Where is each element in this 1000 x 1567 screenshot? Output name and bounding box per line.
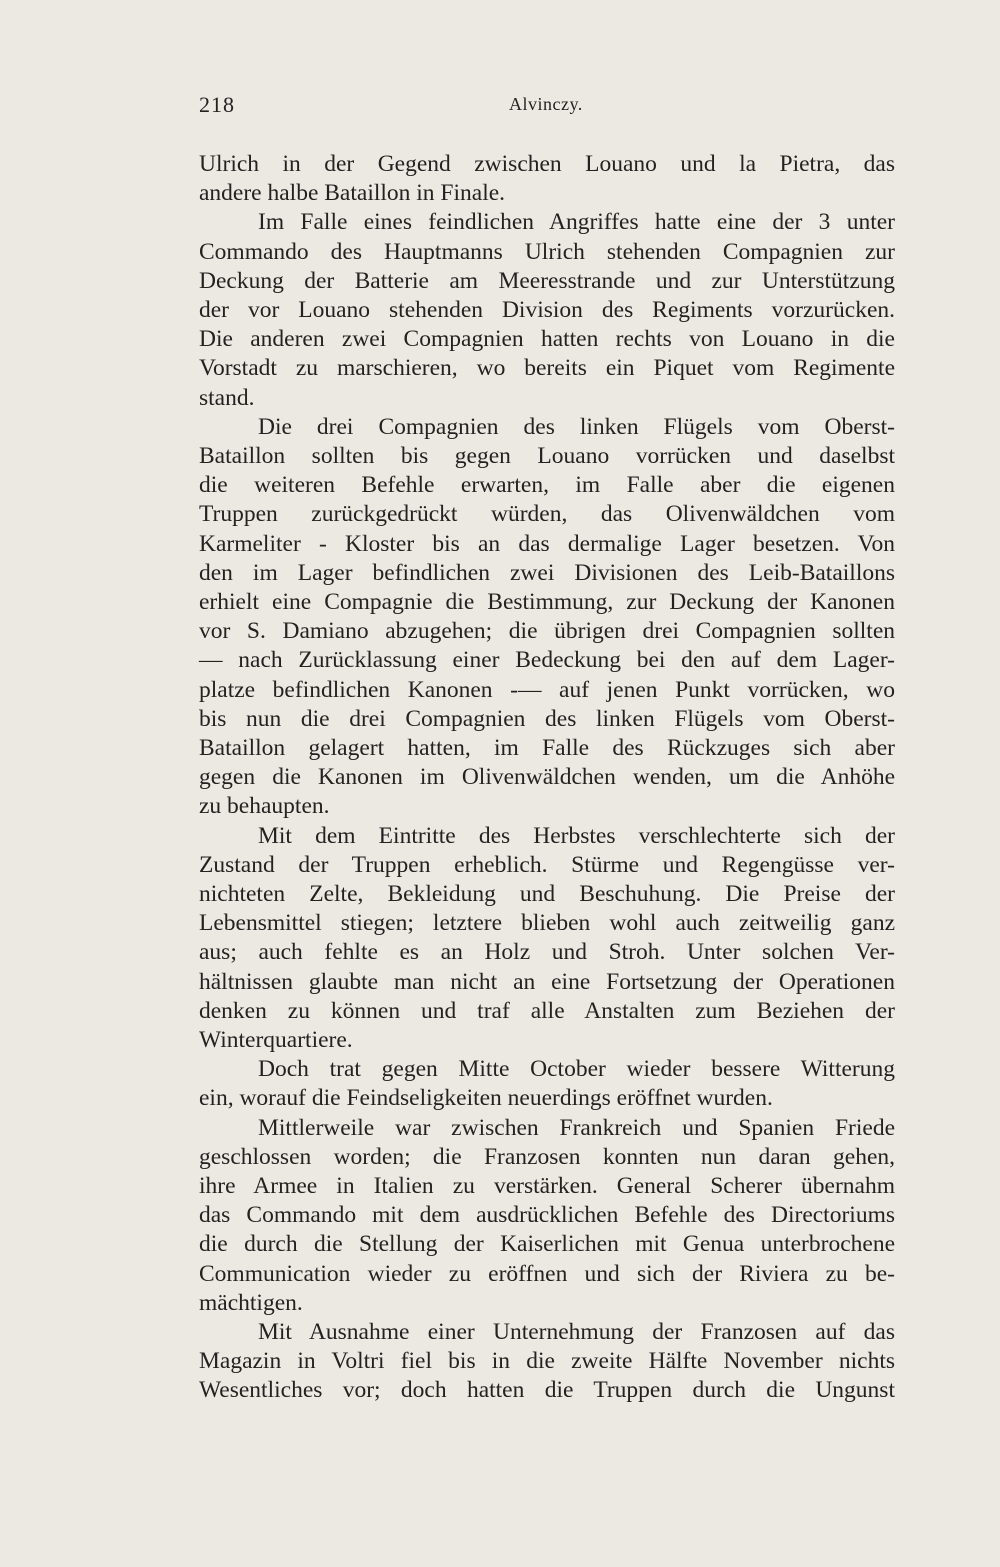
- text-line: Bataillon gelagert hatten, im Falle des Rückzuges sich aber: [199, 735, 895, 761]
- text-line: ein, worauf die Feindseligkeiten neuerdings eröffnet wurden.: [199, 1085, 773, 1112]
- text-line: hältnissen glaubte man nicht an eine Fortsetzung der Operationen: [199, 968, 895, 995]
- text-line: Lebensmittel stiegen; letztere blieben wohl auch zeitweilig ganz: [199, 910, 895, 937]
- text-line: erhielt eine Compagnie die Bestimmung, zur Deckung der Kanonen: [199, 589, 895, 615]
- text-line: Mit Ausnahme einer Unternehmung der Franzosen auf das: [258, 1319, 895, 1345]
- text-line: Karmeliter - Kloster bis an das dermalige Lager besetzen. Von: [199, 530, 895, 557]
- text-line: — nach Zurücklassung einer Bedeckung bei den auf dem Lager-: [199, 647, 895, 674]
- text-line: Bataillon sollten bis gegen Louano vorrücken und daselbst: [199, 443, 895, 469]
- text-line: andere halbe Bataillon in Finale.: [199, 180, 506, 207]
- text-line: bis nun die drei Compagnien des linken Flügels vom Oberst-: [199, 705, 895, 732]
- text-line: platze befindlichen Kanonen -— auf jenen Punkt vorrücken, wo: [199, 676, 895, 703]
- text-line: die durch die Stellung der Kaiserlichen mit Genua unterbrochene: [199, 1231, 895, 1258]
- text-line: Mit dem Eintritte des Herbstes verschlechterte sich der: [258, 822, 895, 849]
- text-line: der vor Louano stehenden Division des Regiments vorzurücken.: [199, 297, 895, 323]
- text-line: stand.: [199, 384, 255, 411]
- text-line: Im Falle eines feindlichen Angriffes hatte eine der 3 unter: [258, 209, 895, 236]
- text-line: den im Lager befindlichen zwei Divisionen des Leib-Bataillons: [199, 559, 895, 586]
- text-line: Truppen zurückgedrückt würden, das Olivenwäldchen vom: [199, 501, 895, 528]
- text-line: das Commando mit dem ausdrücklichen Befehle des Directoriums: [199, 1202, 895, 1229]
- page-number: 218: [199, 92, 235, 117]
- text-line: aus; auch fehlte es an Holz und Stroh. Unter solchen Ver-: [199, 939, 895, 966]
- text-line: nichteten Zelte, Bekleidung und Beschuhung. Die Preise der: [199, 881, 895, 907]
- text-line: Zustand der Truppen erheblich. Stürme und Regengüsse ver-: [199, 851, 895, 878]
- text-line: ihre Armee in Italien zu verstärken. General Scherer übernahm: [199, 1173, 895, 1199]
- running-title: Alvinczy.: [509, 94, 583, 114]
- text-line: Winterquartiere.: [199, 1027, 353, 1053]
- text-line: mächtigen.: [199, 1289, 303, 1316]
- text-line: denken zu können und traf alle Anstalten zum Beziehen der: [199, 997, 895, 1024]
- text-line: Vorstadt zu marschieren, wo bereits ein Piquet vom Regimente: [199, 355, 895, 382]
- text-line: Magazin in Voltri fiel bis in die zweite Hälfte November nichts: [199, 1348, 895, 1375]
- text-line: zu behaupten.: [199, 793, 330, 820]
- text-line: vor S. Damiano abzugehen; die übrigen drei Compagnien sollten: [199, 618, 895, 645]
- text-line: Commando des Hauptmanns Ulrich stehenden Compagnien zur: [199, 238, 895, 265]
- page-header: [199, 92, 895, 126]
- text-line: Ulrich in der Gegend zwischen Louano und la Pietra, das: [199, 151, 895, 177]
- text-line: Doch trat gegen Mitte October wieder bessere Witterung: [258, 1056, 895, 1083]
- text-line: geschlossen worden; die Franzosen konnten nun daran gehen,: [199, 1143, 895, 1170]
- text-line: gegen die Kanonen im Olivenwäldchen wenden, um die Anhöhe: [199, 764, 895, 791]
- text-line: Die drei Compagnien des linken Flügels vom Oberst-: [258, 413, 895, 440]
- text-line: Mittlerweile war zwischen Frankreich und Spanien Friede: [258, 1114, 895, 1141]
- text-line: Deckung der Batterie am Meeresstrande und zur Unterstützung: [199, 267, 895, 294]
- text-line: die weiteren Befehle erwarten, im Falle aber die eigenen: [199, 472, 895, 499]
- text-line: Die anderen zwei Compagnien hatten rechts von Louano in die: [199, 326, 895, 353]
- text-line: Communication wieder zu eröffnen und sich der Riviera zu be-: [199, 1260, 895, 1287]
- text-line: Wesentliches vor; doch hatten die Truppen durch die Ungunst: [199, 1377, 895, 1404]
